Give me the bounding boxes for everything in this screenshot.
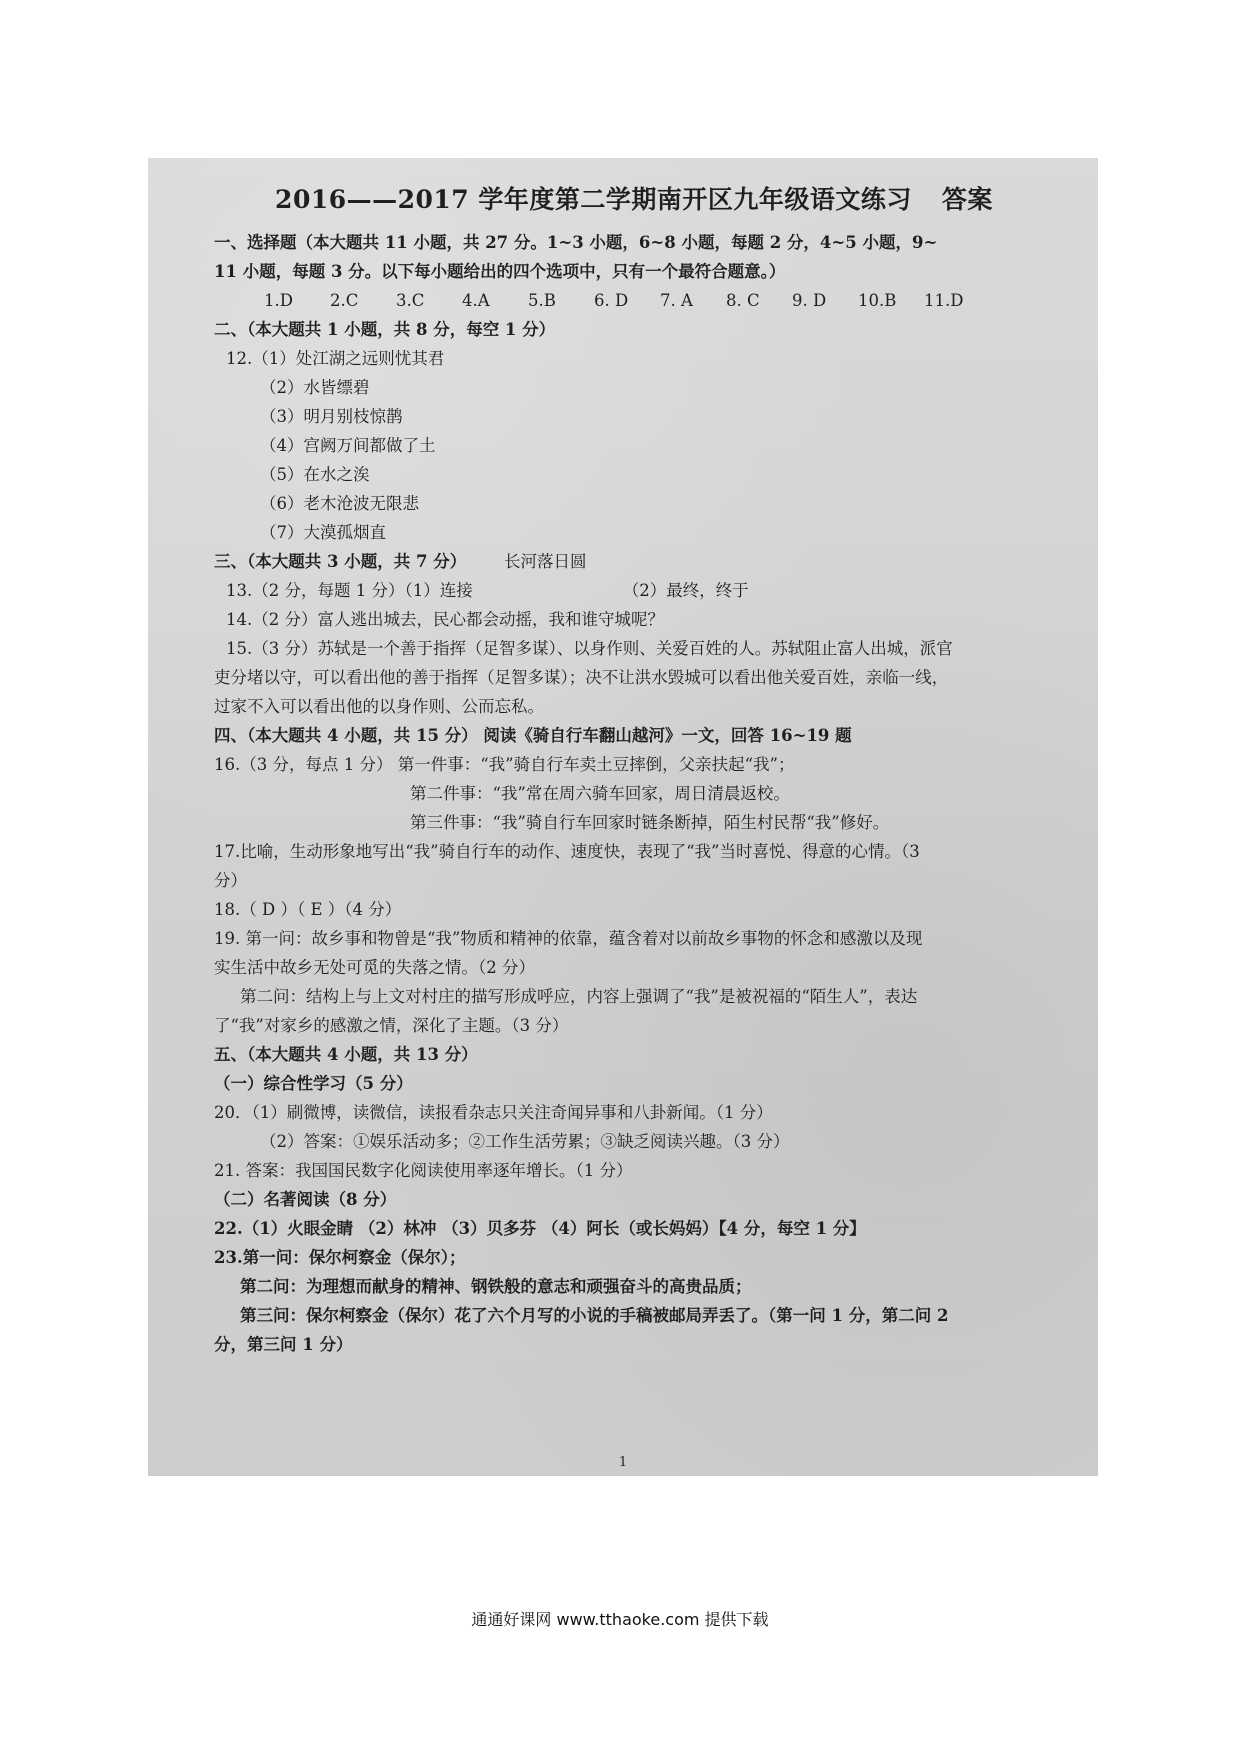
q12-item: （6）老木沧波无限悲 — [260, 494, 419, 513]
q16-line-1: 16.（3 分，每点 1 分） 第一件事：“我”骑自行车卖土豆摔倒，父亲扶起“我”； — [214, 755, 795, 774]
q15-line-2: 吏分堵以守，可以看出他的善于指挥（足智多谋）；决不让洪水毁城可以看出他关爱百姓，亲临一线， — [214, 668, 949, 687]
q17-line-1: 17.比喻，生动形象地写出“我”骑自行车的动作、速度快，表现了“我”当时喜悦、得意的心情。（3 — [214, 842, 920, 861]
q15-line-3: 过家不入可以看出他的以身作则、公而忘私。 — [214, 697, 544, 716]
page-title — [214, 180, 1054, 216]
q23-line-1: 23.第一问：保尔柯察金（保尔）； — [214, 1248, 466, 1267]
q12-line: 12.（1）处江湖之远则忧其君 — [226, 349, 445, 368]
q20-line-1: 20．（1）刷微博，读微信，读报看杂志只关注奇闻异事和八卦新闻。（1 分） — [214, 1103, 773, 1122]
q12-item: （2）水皆缥碧 — [260, 378, 370, 397]
section-5-sub-2: （二）名著阅读（8 分） — [214, 1190, 397, 1209]
q19-line-2: 实生活中故乡无处可觅的失落之情。（2 分） — [214, 958, 535, 977]
q16-line-2: 第二件事：“我”常在周六骑车回家，周日清晨返校。 — [410, 784, 790, 803]
q19-line-4: 了“我”对家乡的感激之情，深化了主题。（3 分） — [214, 1016, 569, 1035]
q12-item: （4）宫阙万间都做了土 — [260, 436, 436, 455]
q15-line-1: 15.（3 分）苏轼是一个善于指挥（足智多谋）、以身作则、关爱百姓的人。苏轼阻止富人出城，派官 — [226, 639, 953, 658]
section-2-header: 二、（本大题共 1 小题，共 8 分，每空 1 分） — [214, 320, 556, 339]
q12-item-7c: 长河落日圆 — [504, 552, 587, 571]
mc-answer: 10.B — [858, 291, 897, 310]
q13-part-1: 13.（2 分，每题 1 分）（1）连接 — [226, 581, 473, 600]
footer-source-text: 通通好课网 www.tthaoke.com 提供下载 — [471, 1610, 769, 1629]
q19-line-3: 第二问：结构上与上文对村庄的描写形成呼应，内容上强调了“我”是被祝福的“陌生人”，表达 — [240, 987, 918, 1006]
q13-line — [214, 576, 1054, 605]
section-1-header-cont: 11 小题，每题 3 分。以下每小题给出的四个选项中，只有一个最符合题意。） — [214, 262, 786, 281]
q21-line: 21. 答案：我国国民数字化阅读使用率逐年增长。（1 分） — [214, 1161, 633, 1180]
mc-answer: 7. A — [660, 291, 693, 310]
mc-answer: 8. C — [726, 291, 760, 310]
q22-line: 22.（1）火眼金睛 （2）林冲 （3）贝多芬 （4）阿长（或长妈妈）【4 分，每空 1 分】 — [214, 1219, 866, 1238]
mc-answer: 2.C — [330, 291, 359, 310]
q18-line: 18.（ D ）（ E ）（4 分） — [214, 900, 402, 919]
section-4-header: 四、（本大题共 4 小题，共 15 分） 阅读《骑自行车翻山越河》一文，回答 16~19 题 — [214, 726, 852, 745]
section-1-header: 一、选择题（本大题共 11 小题，共 27 分。1~3 小题，6~8 小题，每题 2 分，4~5 小题，9~ — [214, 233, 938, 252]
mc-answer: 11.D — [924, 291, 964, 310]
q12-item-7a: （7）大漠孤烟直 — [260, 523, 386, 542]
mc-answer: 6. D — [594, 291, 629, 310]
mc-answer: 3.C — [396, 291, 425, 310]
answer-sheet — [214, 180, 1054, 1359]
q16-line-3: 第三件事：“我”骑自行车回家时链条断掉，陌生村民帮“我”修好。 — [410, 813, 890, 832]
page-number: 1 — [618, 1455, 628, 1470]
q12-item-7 — [214, 518, 1054, 547]
mc-answer: 4.A — [462, 291, 490, 310]
section-5-sub-1: （一）综合性学习（5 分） — [214, 1074, 413, 1093]
section-3-header: 三、（本大题共 3 小题，共 7 分） — [214, 552, 467, 571]
q17-line-2: 分） — [214, 871, 247, 890]
mc-answer: 1.D — [264, 291, 293, 310]
q19-line-1: 19. 第一问：故乡事和物曾是“我”物质和精神的依靠，蕴含着对以前故乡事物的怀念和感激以及现 — [214, 929, 923, 948]
q12-item: （5）在水之涘 — [260, 465, 370, 484]
q23-line-3: 第三问：保尔柯察金（保尔）花了六个月写的小说的手稿被邮局弄丢了。（第一问 1 分，第二问 2 — [240, 1306, 949, 1325]
mc-answer: 5.B — [528, 291, 556, 310]
mc-answer: 9. D — [792, 291, 827, 310]
multiple-choice-answers — [214, 286, 1054, 315]
q13-part-2: （2）最终，终于 — [622, 581, 749, 600]
q20-line-2: （2）答案：①娱乐活动多；②工作生活劳累；③缺乏阅读兴趣。（3 分） — [260, 1132, 790, 1151]
title-text: 2016——2017 学年度第二学期南开区九年级语文练习 — [275, 185, 912, 214]
section-5-header: 五、（本大题共 4 小题，共 13 分） — [214, 1045, 478, 1064]
q23-line-2: 第二问：为理想而献身的精神、钢铁般的意志和顽强奋斗的高贵品质； — [240, 1277, 752, 1296]
title-answer-label: 答案 — [941, 185, 993, 214]
q12-item: （3）明月别枝惊鹊 — [260, 407, 403, 426]
q23-line-4: 分，第三问 1 分） — [214, 1335, 353, 1354]
scanned-answer-sheet-photo — [148, 158, 1098, 1476]
q14-line: 14.（2 分）富人逃出城去，民心都会动摇，我和谁守城呢？ — [226, 610, 664, 629]
